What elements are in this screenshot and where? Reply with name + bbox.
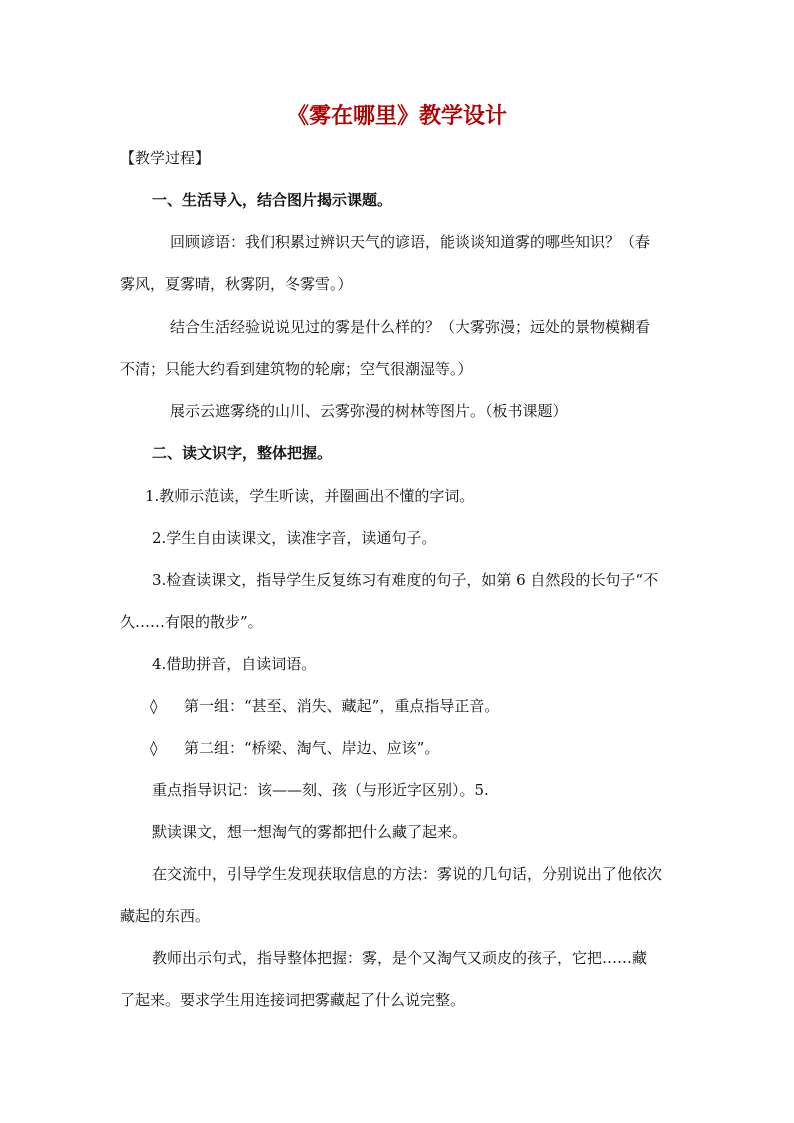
document-title: 《雾在哪里》教学设计 [286,103,507,129]
part1-heading: 一、生活导入，结合图片揭示课题。 [152,191,393,209]
key-point-text: 重点指导识记：该——刻、孩（与形近字区别）。5. [152,781,489,799]
part2-heading: 二、读文识字，整体把握。 [152,444,333,462]
exchange-line2: 藏起的东西。 [120,907,211,925]
exchange-line1: 在交流中，引导学生发现获取信息的方法：雾说的几句话，分别说出了他依次 [152,865,663,883]
part1-paragraph2-line1: 结合生活经验说说见过的雾是什么样的？（大雾弥漫；远处的景物模糊看 [170,318,651,336]
word-group-1 [150,695,499,717]
part2-item3-line1: 3.检查读课文，指导学生反复练习有难度的句子，如第 6 自然段的长句子“不 [152,571,659,589]
part2-item2: 2.学生自由读课文，读准字音，读通句子。 [152,529,437,547]
part1-paragraph1-line2: 雾风，夏雾晴，秋雾阴，冬雾雪。） [120,275,353,293]
part1-paragraph2-line2: 不清；只能大约看到建筑物的轮廓；空气很潮湿等。） [120,360,473,378]
word-group-1-text: 第一组：“甚至、消失、藏起”，重点指导正音。 [184,697,500,715]
silent-read-text: 默读课文，想一想淘气的雾都把什么藏了起来。 [152,823,468,841]
word-group-2-text: 第二组：“桥梁、淘气、岸边、应该”。 [184,739,440,757]
section-header: 【教学过程】 [120,149,211,167]
teacher-line2: 了起来。要求学生用连接词把雾藏起了什么说完整。 [120,991,466,1009]
part2-item3-line2: 久……有限的散步”。 [120,613,263,631]
part1-paragraph1-line1: 回顾谚语：我们积累过辨识天气的谚语，能谈谈知道雾的哪些知识？（春 [170,233,651,251]
word-group-2 [150,737,439,759]
diamond-bullet-icon: ◊ [150,739,158,757]
part2-item1: 1.教师示范读，学生听读，并圈画出不懂的字词。 [145,487,475,505]
part2-item4: 4.借助拼音，自读词语。 [152,655,317,673]
part1-paragraph3: 展示云遮雾绕的山川、云雾弥漫的树林等图片。（板书课题） [170,402,568,420]
teacher-line1: 教师出示句式，指导整体把握：雾，是个又淘气又顽皮的孩子，它把……藏 [152,949,648,967]
diamond-bullet-icon: ◊ [150,697,158,715]
